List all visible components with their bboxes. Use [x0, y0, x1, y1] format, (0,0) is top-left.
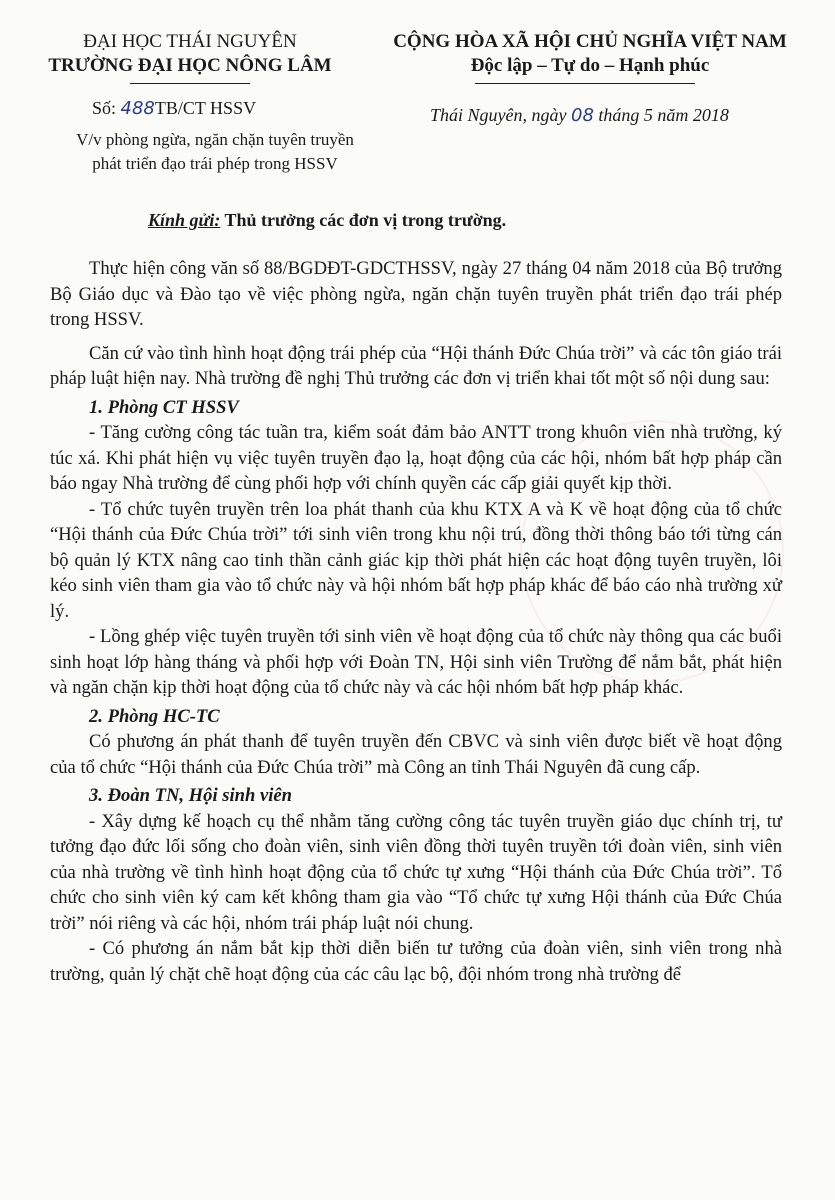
national-motto: Độc lập – Tự do – Hạnh phúc: [470, 55, 710, 76]
section-heading: 3. Đoàn TN, Hội sinh viên: [89, 785, 293, 806]
dateline-suffix: tháng 5 năm 2018: [593, 105, 729, 125]
dateline-prefix: Thái Nguyên, ngày: [430, 105, 571, 125]
salutation-recipient: Thủ trưởng các đơn vị trong trường.: [220, 210, 507, 230]
college-name: TRƯỜNG ĐẠI HỌC NÔNG LÂM: [48, 55, 332, 76]
issuer-header: [35, 30, 345, 78]
salutation-label: Kính gửi:: [148, 210, 221, 230]
body-paragraph: Thực hiện công văn số 88/BGDĐT-GDCTHSSV, ngày 27 tháng 04 năm 2018 của Bộ trưởng Bộ Giáo dục và Đào tạo về việc phòng ngừa, ngăn chặn tuyên truyền phát triển đạo trái phép trong HSSV.: [50, 258, 782, 330]
country-name: CỘNG HÒA XÃ HỘI CHỦ NGHĨA VIỆT NAM: [393, 31, 787, 52]
national-header: [365, 30, 815, 78]
document-body: [50, 256, 782, 987]
motto-underline: [475, 83, 695, 84]
university-name: ĐẠI HỌC THÁI NGUYÊN: [83, 31, 297, 52]
section-heading: 1. Phòng CT HSSV: [89, 396, 239, 418]
doc-number-prefix: Số:: [92, 98, 121, 118]
document-subject: V/v phòng ngừa, ngăn chặn tuyên truyền phát triển đạo trái phép trong HSSV: [76, 130, 354, 173]
section-heading: 2. Phòng HC-TC: [89, 705, 220, 727]
doc-number-suffix: TB/CT HSSV: [154, 98, 257, 118]
dateline: [430, 105, 729, 126]
body-paragraph: - Lồng ghép việc tuyên truyền tới sinh viên về hoạt động của tổ chức này thông qua các buổi sinh hoạt lớp hàng tháng và phối hợp với Đoàn TN, Hội sinh viên Trường để nắm bắt, phát hiện và ngăn chặn kịp thời hoạt động của tổ chức này và các hội nhóm bất hợp pháp khác.: [50, 626, 782, 698]
salutation: [148, 210, 506, 231]
document-number: [92, 98, 256, 119]
doc-number-handwritten: 488: [120, 98, 155, 119]
dateline-day-handwritten: 08: [571, 105, 594, 126]
body-paragraph: - Có phương án nắm bắt kịp thời diễn biến tư tưởng của đoàn viên, sinh viên trong nhà trường, quản lý chặt chẽ hoạt động của các câu lạc bộ, đội nhóm trong nhà trường để: [50, 938, 782, 985]
body-paragraph: - Tăng cường công tác tuần tra, kiểm soát đảm bảo ANTT trong khuôn viên nhà trường, ký túc xá. Khi phát hiện vụ việc tuyên truyền đạo lạ, hoạt động của các hội, nhóm bất hợp pháp cần báo ngay Nhà trường để cùng phối hợp với chính quyền các cấp giải quyết kịp thời.: [50, 422, 782, 494]
body-paragraph: Căn cứ vào tình hình hoạt động trái phép của “Hội thánh Đức Chúa trời” và các tôn giáo trái pháp luật hiện nay. Nhà trường đề nghị Thủ trưởng các đơn vị triển khai tốt một số nội dung sau:: [50, 342, 782, 389]
body-paragraph: - Tổ chức tuyên truyền trên loa phát thanh của khu KTX A và K về hoạt động của tổ chức “Hội thánh của Đức Chúa trời” tới sinh viên trong khu nội trú, đồng thời thông báo tới từng cán bộ quản lý KTX nâng cao tinh thần cảnh giác kịp thời phát hiện các hoạt động tuyên truyền, lôi kéo sinh viên tham gia vào tổ chức này và hội nhóm bất hợp pháp khác để báo cáo nhà trường xử lý.: [50, 498, 782, 622]
issuer-underline: [130, 83, 250, 84]
body-paragraph: - Xây dựng kế hoạch cụ thể nhằm tăng cường công tác tuyên truyền giáo dục chính trị, tư tưởng đạo đức lối sống cho đoàn viên, sinh viên đồng thời tuyên truyền tới đoàn viên, sinh viên của nhà trường về tình hình hoạt động của tổ chức tự xưng “Hội thánh của Đức Chúa trời”. Tổ chức cho sinh viên ký cam kết không tham gia vào “Tổ chức tự xưng Hội thánh của Đức Chúa trời” nói riêng và các hội, nhóm trái pháp luật nói chung.: [50, 810, 782, 934]
body-paragraph: Có phương án phát thanh để tuyên truyền đến CBVC và sinh viên được biết về hoạt động của tổ chức “Hội thánh của Đức Chúa trời” mà Công an tỉnh Thái Nguyên đã cung cấp.: [50, 731, 782, 778]
